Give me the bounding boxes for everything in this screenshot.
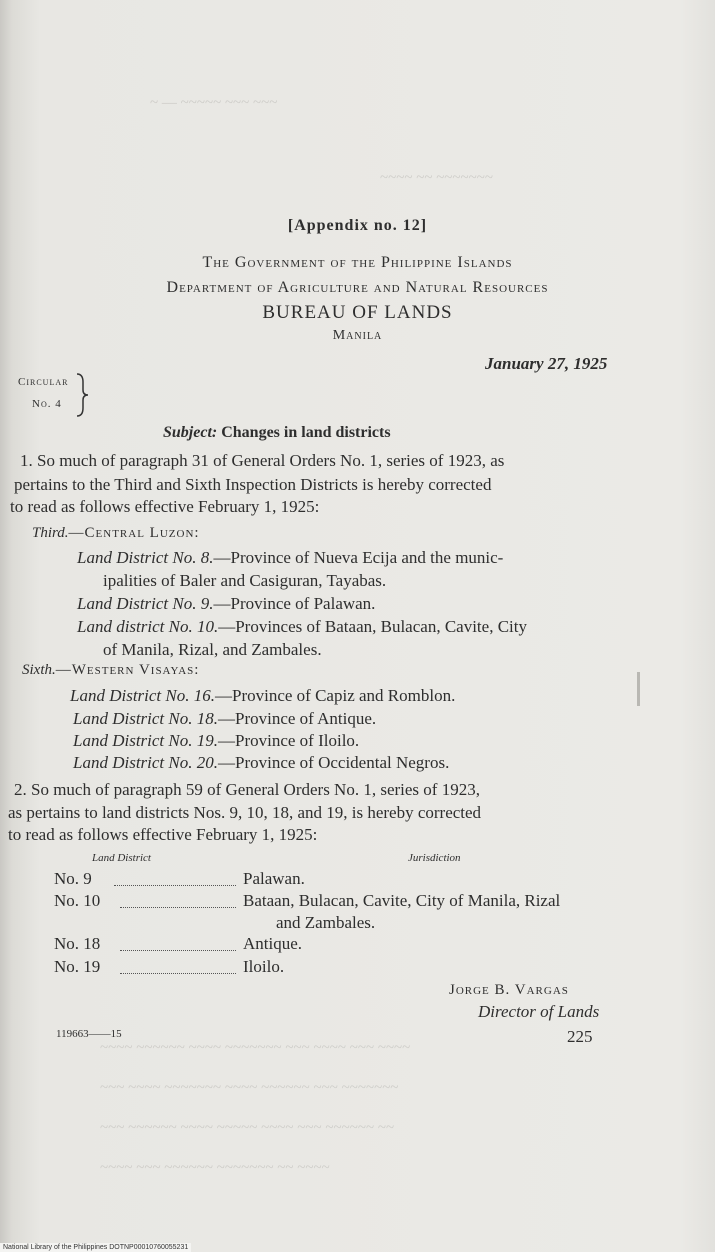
sixth-region: —Western Visayas: [55, 662, 200, 678]
sixth-district-heading [22, 662, 199, 679]
page-number: 225 [567, 1027, 593, 1046]
district-20-entry [73, 753, 449, 773]
district-10-entry [77, 617, 527, 637]
subject-line [163, 424, 391, 442]
district-20-text: —Province of Occidental Negros. [218, 753, 450, 772]
signatory-name: Jorge B. Vargas [449, 982, 569, 998]
table-cell-no: No. 10 [54, 891, 101, 910]
brace-icon [74, 372, 90, 418]
para1-line1: 1. So much of paragraph 31 of General Orders No. 1, series of 1923, as [20, 451, 505, 470]
table-cell-jurisdiction-cont: and Zambales. [276, 913, 376, 932]
para2-line3: to read as follows effective February 1, 1925: [8, 825, 318, 844]
district-10-text-cont: of Manila, Rizal, and Zambales. [103, 640, 322, 659]
bureau-heading: BUREAU OF LANDS [262, 302, 453, 323]
table-row [54, 957, 100, 977]
table-cell-no: No. 9 [54, 869, 92, 888]
district-9-entry [77, 594, 375, 614]
table-row [54, 891, 100, 911]
third-label: Third. [32, 525, 69, 541]
district-19-label: Land District No. 19. [73, 731, 218, 750]
appendix-label: [Appendix no. 12] [287, 217, 428, 234]
district-16-text: —Province of Capiz and Romblon. [215, 686, 456, 705]
para2-line1: 2. So much of paragraph 59 of General Orders No. 1, series of 1923, [14, 780, 480, 799]
footer-credit: National Library of the Philippines DOTNP00010760055231 [0, 1243, 191, 1252]
dot-leader [120, 907, 236, 908]
margin-mark [637, 672, 640, 706]
table-cell-jurisdiction: Bataan, Bulacan, Cavite, City of Manila, Rizal [243, 891, 561, 910]
district-19-text: —Province of Iloilo. [218, 731, 360, 750]
circular-number: No. 4 [32, 398, 62, 410]
district-9-text: —Province of Palawan. [213, 594, 376, 613]
table-header-district: Land District [92, 852, 151, 864]
district-9-label: Land District No. 9. [77, 594, 214, 613]
third-region: —Central Luzon: [68, 525, 200, 541]
department-heading: Department of Agriculture and Natural Resources [166, 279, 549, 296]
dot-leader [120, 950, 236, 951]
subject-label: Subject: [163, 424, 218, 441]
district-10-label: Land district No. 10. [77, 617, 219, 636]
district-16-label: Land District No. 16. [70, 686, 215, 705]
para2-line2: as pertains to land districts Nos. 9, 10, 18, and 19, is hereby corrected [8, 803, 482, 822]
print-code: 119663——15 [56, 1028, 122, 1040]
bleed-through-text: ~~~ ~~~~ ~~~~~~~ ~~~~ ~~~~~~ ~~~ ~~~~~~~ [100, 1080, 399, 1096]
document-date: January 27, 1925 [485, 354, 608, 373]
table-cell-no: No. 19 [54, 957, 101, 976]
para1-line3: to read as follows effective February 1, 1925: [10, 497, 320, 516]
signatory-title: Director of Lands [478, 1002, 600, 1021]
district-18-label: Land District No. 18. [73, 709, 218, 728]
bleed-through-text: ~~~ ~~~~~~ ~~~~ ~~~~~ ~~~~ ~~~ ~~~~~~ ~~ [100, 1120, 395, 1136]
table-header-jurisdiction: Jurisdiction [408, 852, 461, 864]
city-heading: Manila [332, 328, 383, 343]
para1-line2: pertains to the Third and Sixth Inspection Districts is hereby corrected [14, 475, 492, 494]
district-8-label: Land District No. 8. [77, 548, 214, 567]
table-cell-jurisdiction: Iloilo. [243, 957, 285, 976]
district-18-entry [73, 709, 376, 729]
subject-text: Changes in land districts [221, 424, 391, 441]
bleed-through-text: ~~~~ ~~~~~~ ~~~~ ~~~~~~~ ~~~ ~~~~ ~~~ ~~~~ [100, 1040, 411, 1056]
dot-leader [114, 885, 236, 886]
circular-label: Circular [18, 376, 69, 388]
third-district-heading [32, 525, 200, 542]
district-18-text: —Province of Antique. [218, 709, 377, 728]
district-19-entry [73, 731, 359, 751]
table-cell-jurisdiction: Palawan. [243, 869, 305, 888]
bleed-through-text: ~ — ~~~~~ ~~~ ~~~ [150, 95, 278, 111]
table-row [54, 869, 114, 889]
table-row [54, 934, 100, 954]
district-10-text: —Provinces of Bataan, Bulacan, Cavite, City [218, 617, 527, 636]
bleed-through-text: ~~~~ ~~~ ~~~~~~ ~~~~~~~ ~~ ~~~~ [100, 1160, 330, 1176]
table-cell-no: No. 18 [54, 934, 101, 953]
district-16-entry [70, 686, 455, 706]
district-8-text-cont: ipalities of Baler and Casiguran, Tayabas. [103, 571, 387, 590]
government-heading: The Government of the Philippine Islands [202, 254, 513, 271]
bleed-through-text: ~~~~ ~~ ~~~~~~~ [380, 170, 493, 186]
dot-leader [120, 973, 236, 974]
district-20-label: Land District No. 20. [73, 753, 218, 772]
district-8-text: —Province of Nueva Ecija and the munic- [213, 548, 504, 567]
table-cell-jurisdiction: Antique. [243, 934, 303, 953]
sixth-label: Sixth. [22, 662, 56, 678]
district-8-entry [77, 548, 503, 568]
